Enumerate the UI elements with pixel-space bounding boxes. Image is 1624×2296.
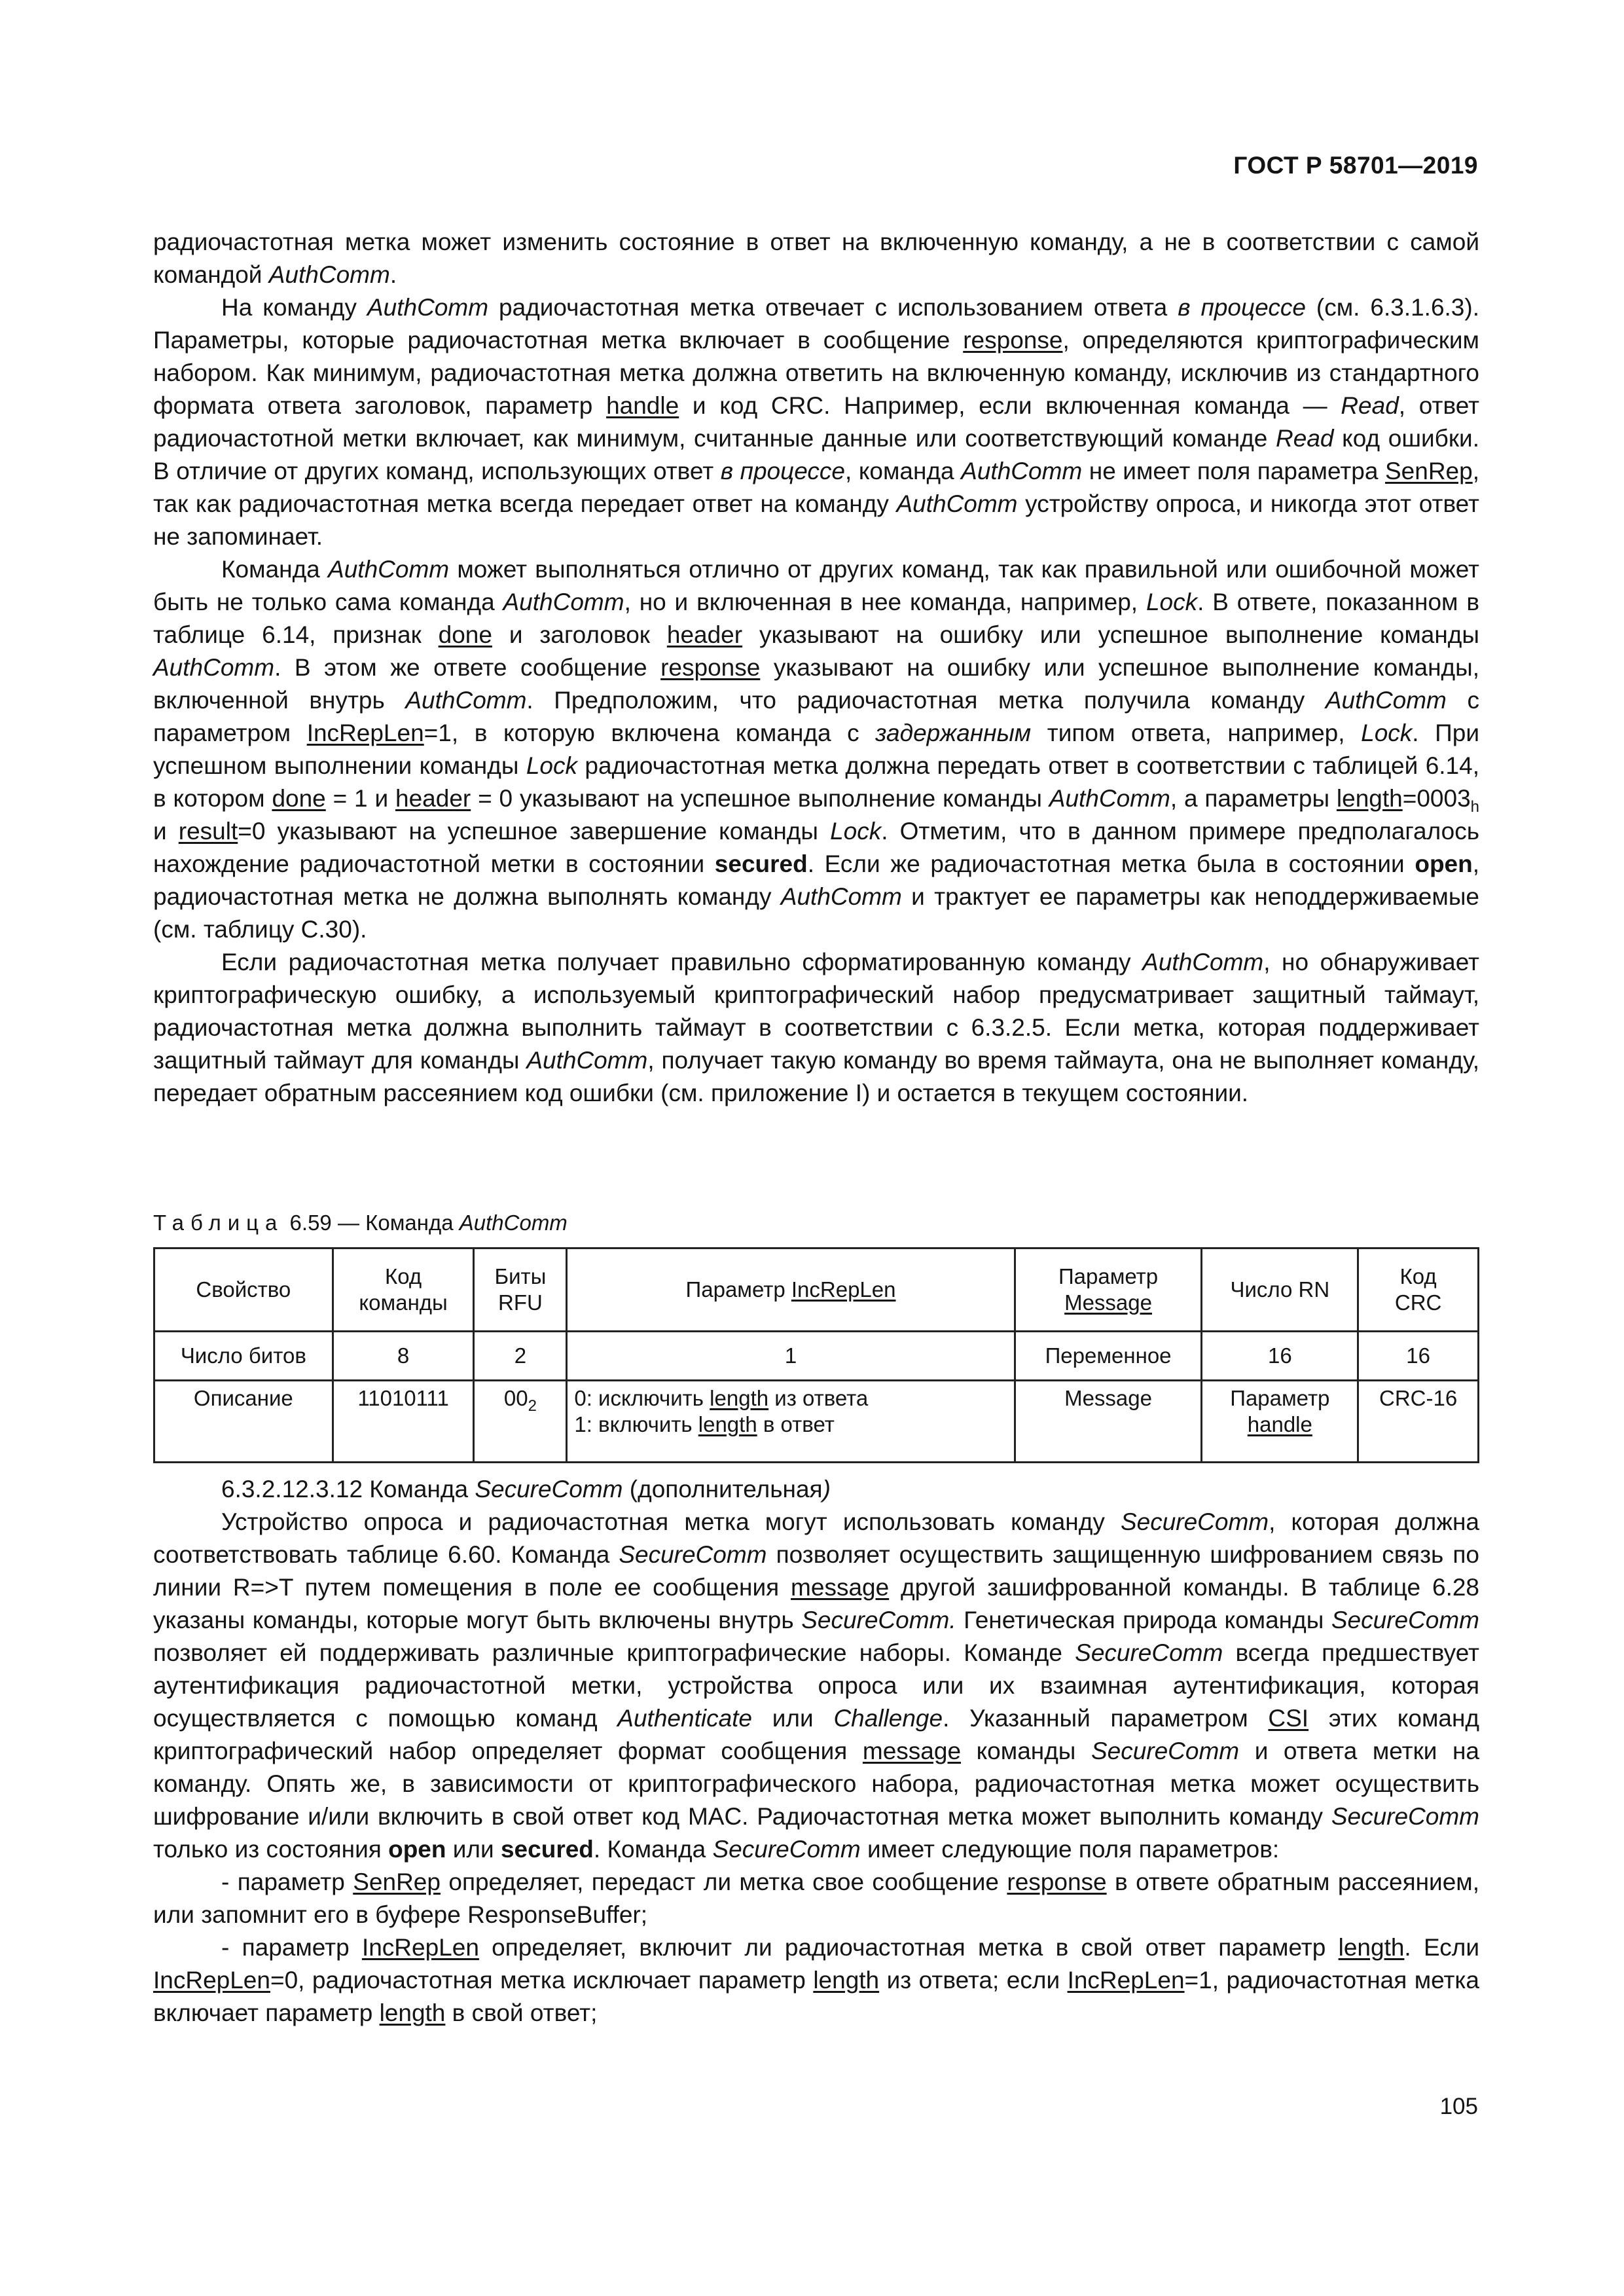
cell: Описание (154, 1381, 333, 1463)
cell: 8 (333, 1332, 474, 1381)
paragraph-4: Если радиочастотная метка получает правильно сформатированную команду AuthComm, но обнаруживает криптографическую ошибку, а используемый криптографический набор предусматривает защитный таймаут, радиочастотная метка должна выполнить таймаут в соответствии с 6.3.2.5. Если метка, которая поддерживает защитный таймаут для команды AuthComm, получает такую команду во время таймаута, она не выполняет команду, передает обратным рассеянием код ошибки (см. приложение I) и остается в текущем состоянии. (153, 949, 1479, 1106)
paragraph-3: Команда AuthComm может выполняться отлично от других команд, так как правильной или ошибочной может быть не только сама команда AuthComm, но и включенная в нее команда, например, Lock. В ответе, показанном в таблице 6.14, признак done и заголовок header указывают на ошибку или успешное выполнение команды AuthComm. В этом же ответе сообщение response указывают на ошибку или успешное выполнение команды, включенной внутрь AuthComm. Предположим, что радиочастотная метка получила команду AuthComm с параметром IncRepLen=1, в которую включена команда с задержанным типом ответа, например, Lock. При успешном выполнении команды Lock радиочастотная метка должна передать ответ в соответствии с таблицей 6.14, в котором done = 1 и header = 0 указывают на успешное выполнение команды AuthComm, а параметры $length=0003_h$ и result=0 указывают на успешное завершение команды Lock. Отметим, что в данном примере предполагалось нахождение радиочастотной метки в состоянии secured. Если же радиочастотная метка была в состоянии open, радиочастотная метка не должна выполнять команду AuthComm и трактует ее параметры как неподдерживаемые (см. таблицу С.30). (153, 556, 1480, 943)
header-rn: Число RN (1202, 1248, 1358, 1332)
cell: Параметр handle (1202, 1381, 1358, 1463)
cell: 1 (567, 1332, 1015, 1381)
cell: 16 (1202, 1332, 1358, 1381)
header-crc: Код CRC (1358, 1248, 1479, 1332)
cell: $00_2$ (474, 1381, 567, 1463)
paragraph-2: На команду AuthComm радиочастотная метка отвечает с использованием ответа в процессе (см. 6.3.1.6.3). Параметры, которые радиочастотная метка включает в сообщение response, определяются криптографическим набором. Как минимум, радиочастотная метка должна ответить на включенную команду, исключив из стандартного формата ответа заголовок, параметр handle и код CRC. Например, если включенная команда — Read, ответ радиочастотной метки включает, как минимум, считанные данные или соответствующий команде Read код ошибки. В отличие от других команд, использующих ответ в процессе, команда AuthComm не имеет поля параметра SenRep, так как радиочастотная метка всегда передает ответ на команду AuthComm устройству опроса, и никогда этот ответ не запоминает. (153, 294, 1479, 550)
header-increplen: Параметр IncRepLen (567, 1248, 1015, 1332)
header-message: Параметр Message (1015, 1248, 1202, 1332)
page-number: 105 (1439, 2094, 1478, 2119)
cell: Message (1015, 1381, 1202, 1463)
header-command-code: Код команды (333, 1248, 474, 1332)
header-property: Свойство (154, 1248, 333, 1332)
table-header-row (154, 1248, 1479, 1332)
paragraph-5: Устройство опроса и радиочастотная метка могут использовать команду SecureComm, которая должна соответствовать таблице 6.60. Команда SecureComm позволяет осуществить защищенную шифрованием связь по линии R=>T путем помещения в поле ее сообщения message другой зашифрованной команды. В таблице 6.28 указаны команды, которые могут быть включены внутрь SecureComm. Генетическая природа команды SecureComm позволяет ей поддерживать различные криптографические наборы. Команде SecureComm всегда предшествует аутентификация радиочастотной метки, устройства опроса или их взаимная аутентификация, которая осуществляется с помощью команд Authenticate или Challenge. Указанный параметром CSI этих команд криптографический набор определяет формат сообщения message команды SecureComm и ответа метки на команду. Опять же, в зависимости от криптографического набора, радиочастотная метка может осуществить шифрование и/или включить в свой ответ код MAC. Радиочастотная метка может выполнить команду SecureComm только из состояния open или secured. Команда SecureComm имеет следующие поля параметров: (153, 1508, 1480, 1863)
body-text-top (153, 226, 1479, 1110)
cell: 16 (1358, 1332, 1479, 1381)
body-text-bottom (153, 1473, 1479, 2030)
table-row (154, 1381, 1479, 1463)
cell: 0: исключить length из ответа 1: включить length в ответ (567, 1381, 1015, 1463)
section-heading: 6.3.2.12.3.12 Команда SecureComm (дополнительная) (221, 1476, 831, 1503)
authcomm-table (153, 1247, 1479, 1463)
cell: Переменное (1015, 1332, 1202, 1381)
cell: 2 (474, 1332, 567, 1381)
table-caption: Таблица 6.59 — Команда AuthComm (153, 1211, 568, 1235)
paragraph-7: - параметр IncRepLen определяет, включит ли радиочастотная метка в свой ответ параметр length. Если IncRepLen=0, радиочастотная метка исключает параметр length из ответа; если IncRepLen=1, радиочастотная метка включает параметр length в свой ответ; (153, 1934, 1480, 2026)
cell: CRC-16 (1358, 1381, 1479, 1463)
header-rfu-bits: Биты RFU (474, 1248, 567, 1332)
cell: 11010111 (333, 1381, 474, 1463)
table-row (154, 1332, 1479, 1381)
paragraph-6: - параметр SenRep определяет, передаст ли метка свое сообщение response в ответе обратным рассеянием, или запомнит его в буфере ResponseBuffer; (153, 1868, 1480, 1928)
paragraph-1: радиочастотная метка может изменить состояние в ответ на включенную команду, а не в соответствии с самой командой AuthComm. (153, 228, 1479, 288)
standard-header: ГОСТ Р 58701—2019 (1233, 152, 1478, 179)
cell: Число битов (154, 1332, 333, 1381)
